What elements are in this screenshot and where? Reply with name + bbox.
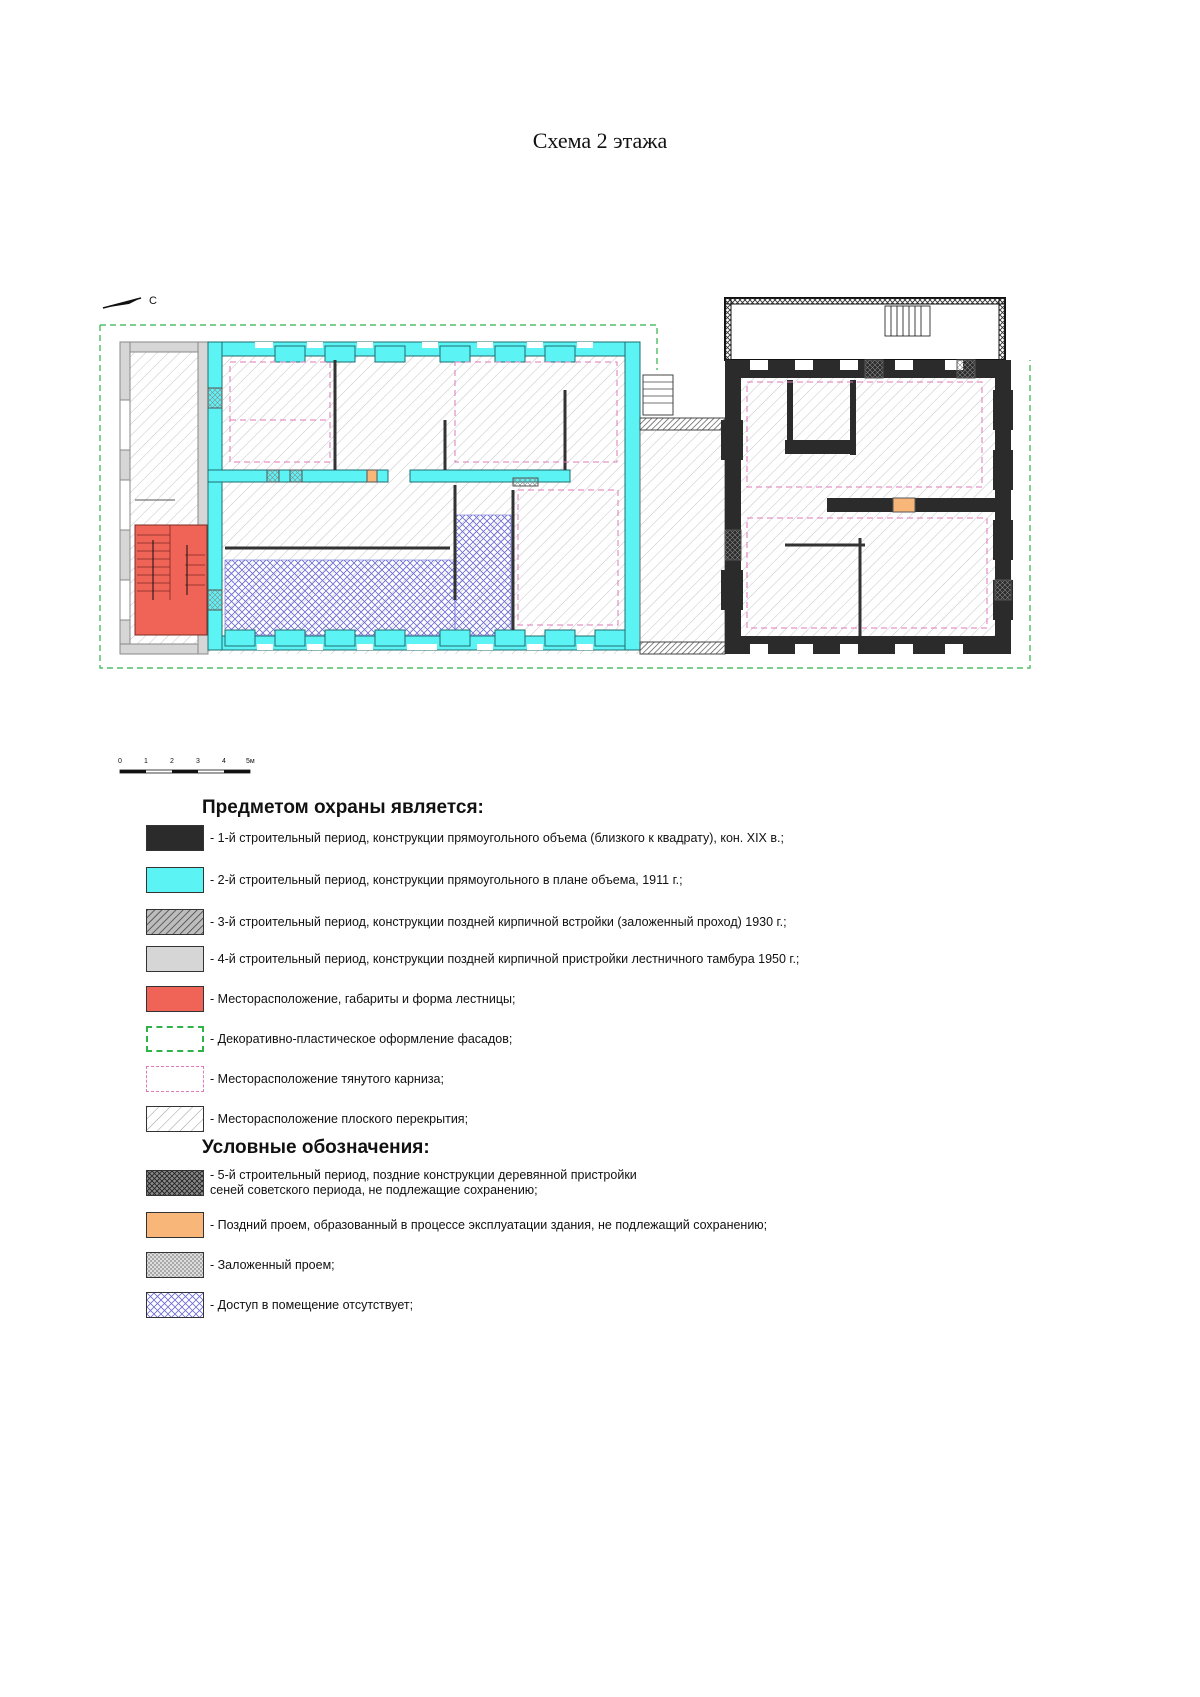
legend-item <box>146 1104 468 1134</box>
legend-item <box>146 1250 335 1280</box>
staircase <box>135 525 207 635</box>
swatch-no-access <box>146 1292 204 1318</box>
symbols-heading: Условные обозначения: <box>202 1137 430 1158</box>
swatch-staircase <box>146 986 204 1012</box>
block-1911 <box>208 342 640 654</box>
connector-1930 <box>640 375 725 654</box>
legend-label: - 4-й строительный период, конструкции поздней кирпичной пристройки лестничного тамбура 1950 г.; <box>210 951 800 966</box>
block-xix <box>721 298 1013 654</box>
legend-item <box>146 907 787 937</box>
swatch-cornice <box>146 1066 204 1092</box>
legend-label: - 3-й строительный период, конструкции поздней кирпичной встройки (заложенный проход) 1930 г.; <box>210 914 787 929</box>
swatch-period-5 <box>146 1170 204 1196</box>
legend-item <box>146 1290 413 1320</box>
legend-item <box>146 1210 767 1240</box>
legend-item <box>146 1064 444 1094</box>
swatch-bricked-opening <box>146 1252 204 1278</box>
legend-item <box>146 984 515 1014</box>
legend-label: - Месторасположение, габариты и форма лестницы; <box>210 991 516 1006</box>
scale-tick-label: 0 <box>118 758 122 765</box>
legend-label: - Месторасположение плоского перекрытия; <box>210 1111 469 1126</box>
legend-label: - 2-й строительный период, конструкции прямоугольного в плане объема, 1911 г.; <box>210 872 683 887</box>
swatch-period-4 <box>146 946 204 972</box>
legend-label: - Заложенный проем; <box>210 1257 335 1272</box>
scale-bar <box>118 758 288 788</box>
legend-label-line2: сеней советского периода, не подлежащие сохранению; <box>210 1183 538 1197</box>
legend-item <box>146 865 683 895</box>
swatch-period-1 <box>146 825 204 851</box>
swatch-facade-decor <box>146 1026 204 1052</box>
legend-item <box>146 823 784 853</box>
legend-item <box>146 1166 637 1200</box>
floor-plan <box>95 290 1135 730</box>
swatch-period-3 <box>146 909 204 935</box>
legend-item <box>146 1024 512 1054</box>
north-arrow-icon <box>103 295 157 308</box>
scale-tick-label: 3 <box>196 758 200 765</box>
scale-tick-label: 4 <box>222 758 226 765</box>
north-label: С <box>149 295 157 307</box>
scale-tick-label: 2 <box>170 758 174 765</box>
scale-tick-label: 5м <box>246 758 255 765</box>
swatch-late-opening <box>146 1212 204 1238</box>
legend-label: - 1-й строительный период, конструкции прямоугольного объема (близкого к квадрату), кон. XIX в.; <box>210 830 784 845</box>
protected-heading: Предметом охраны является: <box>202 797 484 818</box>
legend-label: - Поздний проем, образованный в процессе эксплуатации здания, не подлежащий сохранению; <box>210 1217 768 1232</box>
swatch-flat-floor <box>146 1106 204 1132</box>
legend-label: - Декоративно-пластическое оформление фасадов; <box>210 1031 513 1046</box>
legend-item <box>146 944 799 974</box>
swatch-period-2 <box>146 867 204 893</box>
page-title: Схема 2 этажа <box>532 128 668 153</box>
legend-label: - Месторасположение тянутого карниза; <box>210 1071 444 1086</box>
legend-label: - 5-й строительный период, поздние конструкции деревянной пристройки <box>210 1168 637 1182</box>
legend-label: - Доступ в помещение отсутствует; <box>210 1297 414 1312</box>
scale-tick-label: 1 <box>144 758 148 765</box>
legend-label-block <box>210 1168 637 1198</box>
